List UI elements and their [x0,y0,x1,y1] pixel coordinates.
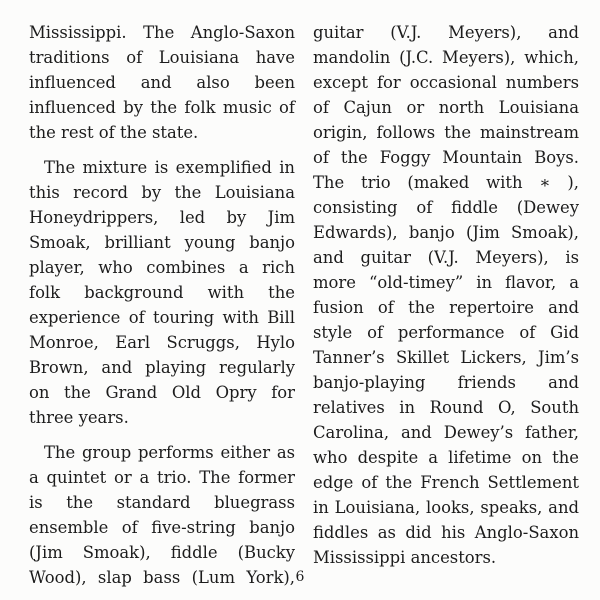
text-line: on the Grand Old Opry for [29,383,295,402]
text-line: three years. [29,408,129,427]
text-line: Wood), slap bass (Lum York), [29,568,295,587]
text-line: The group performs either as [44,443,295,462]
right-column [313,20,579,570]
text-line: Smoak, brilliant young banjo [29,233,295,252]
text-line: influenced by the folk music of [29,98,295,117]
text-line: fiddles as did his Anglo-Saxon [313,523,579,542]
text-line: Brown, and playing regularly [29,358,295,377]
text-line: the rest of the state. [29,123,199,142]
text-line: guitar (V.J. Meyers), and [313,23,579,42]
text-line: mandolin (J.C. Meyers), which, [313,48,579,67]
text-line: edge of the French Settlement [313,473,579,492]
text-line: relatives in Round O, South [313,398,579,417]
text-line: Mississippi ancestors. [313,548,497,567]
text-line: experience of touring with Bill [29,308,295,327]
text-line: consisting of fiddle (Dewey [313,198,579,217]
text-line: traditions of Louisiana have [29,48,295,67]
text-line: except for occasional numbers [313,73,579,92]
text-line: more “old-timey” in flavor, a [313,273,579,292]
text-line: influenced and also been [29,73,295,92]
text-line: style of performance of Gid [313,323,579,342]
text-line: Monroe, Earl Scruggs, Hylo [29,333,295,352]
text-line: this record by the Louisiana [29,183,295,202]
text-line: (Jim Smoak), fiddle (Bucky [29,543,295,562]
text-line: of Cajun or north Louisiana [313,98,579,117]
text-line: The trio (maked with ∗ ), [313,173,579,192]
paragraph [313,20,579,570]
text-line: fusion of the repertoire and [313,298,579,317]
paragraph [29,20,295,145]
left-column [29,20,295,590]
text-line: and guitar (V.J. Meyers), is [313,248,579,267]
text-line: a quintet or a trio. The former [29,468,295,487]
text-line: of the Foggy Mountain Boys. [313,148,579,167]
text-line: Tanner’s Skillet Lickers, Jim’s [313,348,579,367]
text-line: ensemble of five-string banjo [29,518,295,537]
paragraph [29,155,295,430]
text-line: origin, follows the mainstream [313,123,579,142]
page-number: 6 [295,569,305,585]
text-line: Honeydrippers, led by Jim [29,208,295,227]
text-line: Carolina, and Dewey’s father, [313,423,579,442]
text-line: who despite a lifetime on the [313,448,579,467]
text-line: player, who combines a rich [29,258,295,277]
text-line: folk background with the [29,283,295,302]
text-line: Edwards), banjo (Jim Smoak), [313,223,579,242]
text-line: in Louisiana, looks, speaks, and [313,498,579,517]
text-line: is the standard bluegrass [29,493,295,512]
text-line: banjo-playing friends and [313,373,579,392]
text-line: The mixture is exemplified in [44,158,295,177]
text-line: Mississippi. The Anglo-Saxon [29,23,295,42]
